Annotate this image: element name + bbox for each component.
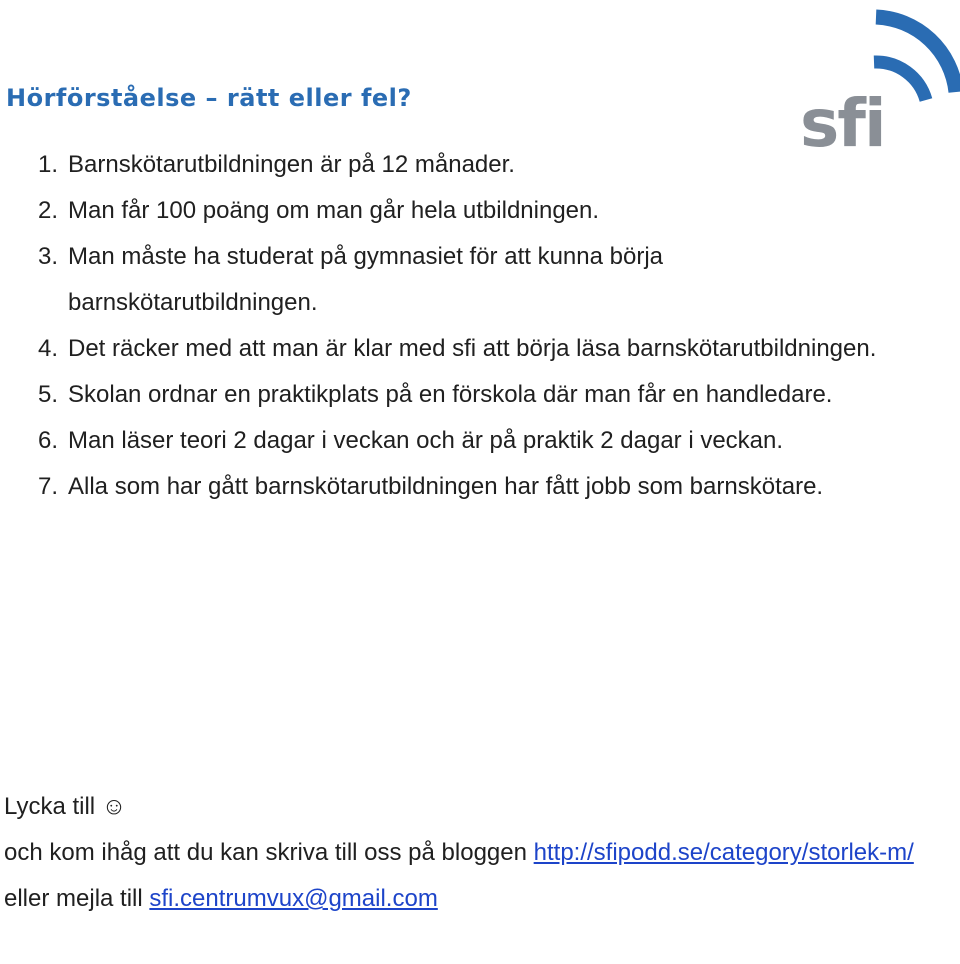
mail-text: eller mejla till: [4, 885, 150, 912]
page-title: Hörförståelse – rätt eller fel?: [6, 84, 412, 112]
question-item: 1. Barnskötarutbildningen är på 12 månader.: [38, 151, 515, 178]
question-text: Barnskötarutbildningen är på 12 månader.: [68, 151, 515, 178]
question-text: Man måste ha studerat på gymnasiet för att kunna börja barnskötarutbildningen.: [68, 243, 663, 316]
question-item: 3. Man måste ha studerat på gymnasiet för att kunna börja barnskötarutbildningen.: [38, 243, 663, 316]
footer: [4, 784, 954, 922]
mail-paragraph: [4, 876, 954, 922]
question-text: Man får 100 poäng om man går hela utbildningen.: [68, 197, 600, 224]
blog-paragraph: [4, 830, 954, 876]
question-text: Alla som har gått barnskötarutbildningen har fått jobb som barnskötare.: [68, 473, 824, 500]
sfi-logo: [796, 4, 960, 154]
question-item: 4. Det räcker med att man är klar med sfi att börja läsa barnskötarutbildningen.: [38, 335, 877, 362]
blog-link[interactable]: http://sfipodd.se/category/storlek-m/: [533, 839, 914, 866]
question-text: Det räcker med att man är klar med sfi att börja läsa barnskötarutbildningen.: [68, 335, 877, 362]
question-item: 2. Man får 100 poäng om man går hela utbildningen.: [38, 197, 600, 224]
question-text: Man läser teori 2 dagar i veckan och är på praktik 2 dagar i veckan.: [68, 427, 784, 454]
question-text: Skolan ordnar en praktikplats på en förskola där man får en handledare.: [68, 381, 833, 408]
greeting: Lycka till ☺: [4, 793, 127, 820]
question-item: 7. Alla som har gått barnskötarutbildningen har fått jobb som barnskötare.: [38, 473, 824, 500]
question-list: [38, 142, 918, 510]
email-link[interactable]: sfi.centrumvux@gmail.com: [149, 885, 438, 912]
blog-text: och kom ihåg att du kan skriva till oss på bloggen: [4, 839, 534, 866]
sfi-logo-text: sfi: [800, 85, 885, 154]
question-item: 5. Skolan ordnar en praktikplats på en förskola där man får en handledare.: [38, 381, 833, 408]
question-item: 6. Man läser teori 2 dagar i veckan och är på praktik 2 dagar i veckan.: [38, 427, 784, 454]
